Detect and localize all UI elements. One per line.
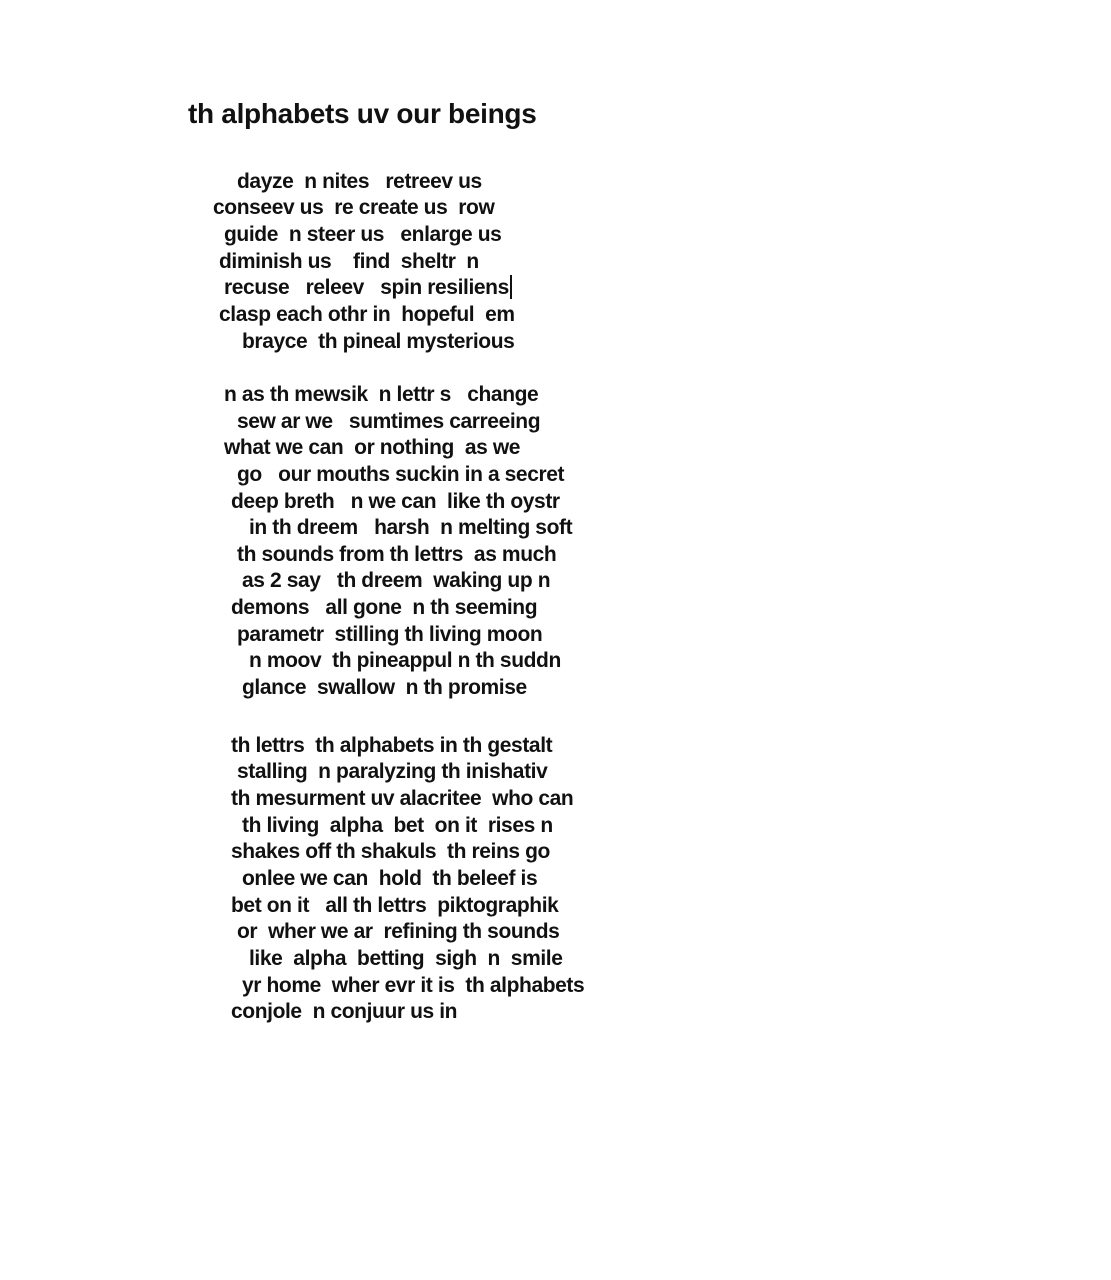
- poem-line: n moov th pineappul n th suddn: [249, 649, 561, 672]
- poem-line: n as th mewsik n lettr s change: [224, 383, 539, 406]
- text-cursor: [510, 275, 512, 299]
- poem-line: yr home wher evr it is th alphabets: [242, 974, 585, 997]
- poem-line: onlee we can hold th beleef is: [242, 867, 538, 890]
- poem-line: recuse releev spin resiliens: [224, 276, 509, 299]
- poem-line: or wher we ar refining th sounds: [237, 920, 560, 943]
- poem-line: deep breth n we can like th oystr: [231, 490, 560, 513]
- poem-line: th mesurment uv alacritee who can: [231, 787, 574, 810]
- poem-line: th sounds from th lettrs as much: [237, 543, 557, 566]
- poem-line: clasp each othr in hopeful em: [219, 303, 515, 326]
- poem-line: stalling n paralyzing th inishativ: [237, 760, 548, 783]
- poem-line: bet on it all th lettrs piktographik: [231, 894, 559, 917]
- poem-line: parametr stilling th living moon: [237, 623, 543, 646]
- poem-line: th lettrs th alphabets in th gestalt: [231, 734, 553, 757]
- poem-line: go our mouths suckin in a secret: [237, 463, 565, 486]
- poem-line: diminish us find sheltr n: [219, 250, 479, 273]
- poem-line: brayce th pineal mysterious: [242, 330, 515, 353]
- poem-line: glance swallow n th promise: [242, 676, 527, 699]
- poem-line: conseev us re create us row: [213, 196, 495, 219]
- poem-line: dayze n nites retreev us: [237, 170, 482, 193]
- poem-line: like alpha betting sigh n smile: [249, 947, 563, 970]
- poem-line: shakes off th shakuls th reins go: [231, 840, 550, 863]
- poem-title: th alphabets uv our beings: [188, 98, 537, 129]
- poem-line: what we can or nothing as we: [224, 436, 521, 459]
- poem-line: guide n steer us enlarge us: [224, 223, 502, 246]
- poem-line: sew ar we sumtimes carreeing: [237, 410, 541, 433]
- poem-line: demons all gone n th seeming: [231, 596, 538, 619]
- poem-line: th living alpha bet on it rises n: [242, 814, 553, 837]
- poem-line: as 2 say th dreem waking up n: [242, 569, 551, 592]
- poem-line: conjole n conjuur us in: [231, 1000, 458, 1023]
- poem-line-with-cursor[interactable]: [224, 275, 512, 301]
- poem-line: in th dreem harsh n melting soft: [249, 516, 573, 539]
